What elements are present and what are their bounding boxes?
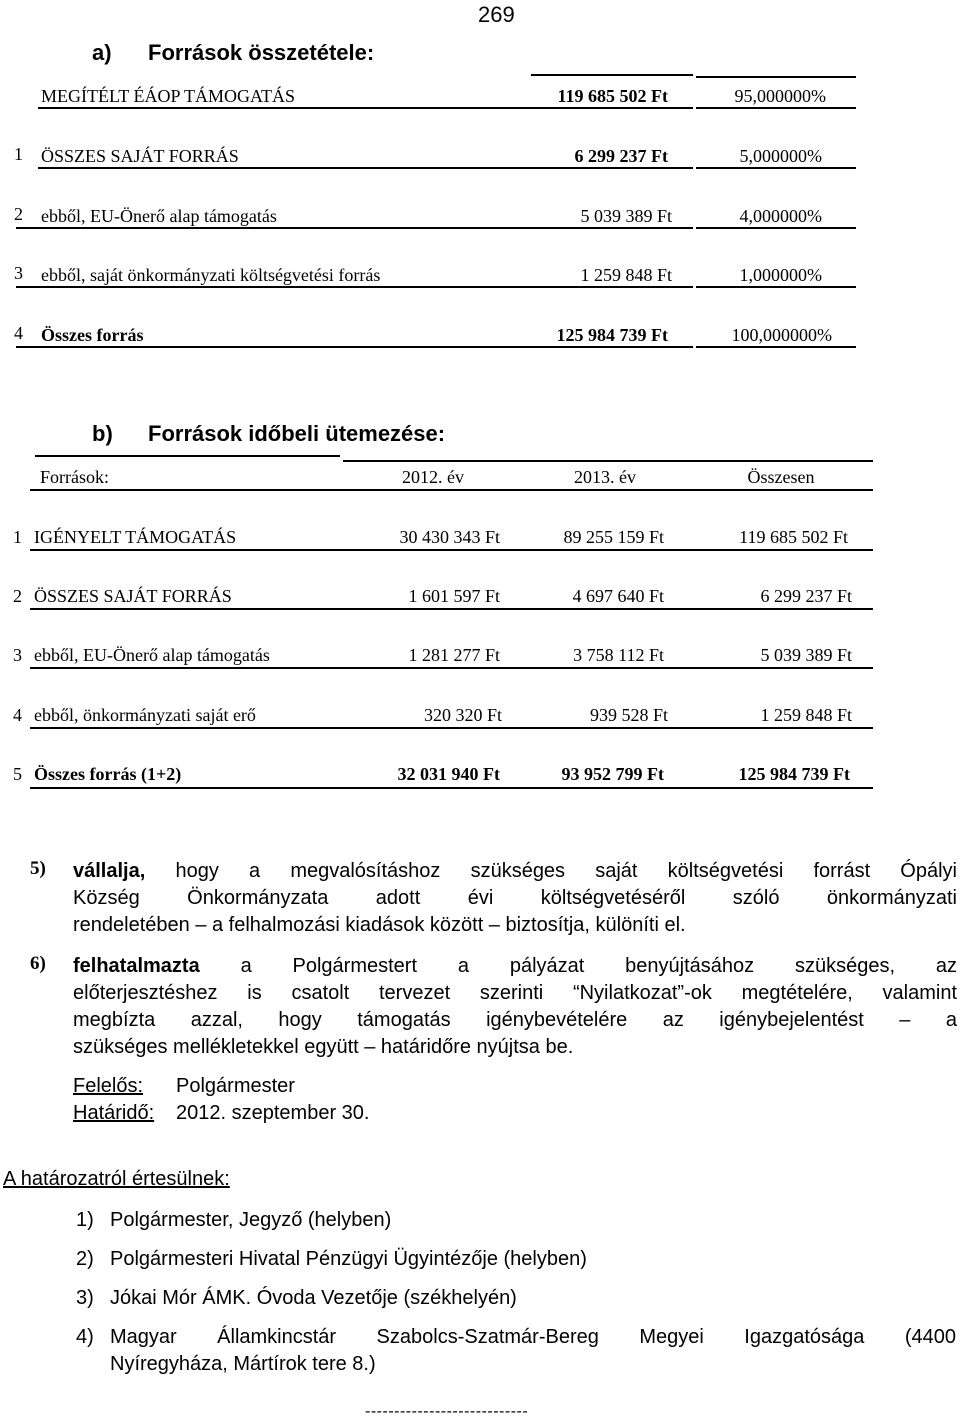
a-row-amount: 6 299 237 Ft [574, 146, 668, 166]
b-row-2013: 93 952 799 Ft [561, 764, 664, 784]
a-row-number: 1 [14, 144, 23, 164]
b-row-total: 6 299 237 Ft [760, 586, 852, 606]
notify-item-text: Polgármesteri Hivatal Pénzügyi Ügyintézője (helyben) [110, 1248, 587, 1270]
b-row-2012: 1 601 597 Ft [408, 586, 500, 606]
a-row-amount: 125 984 739 Ft [556, 325, 668, 345]
b-row-total: 1 259 848 Ft [760, 705, 852, 725]
notify-item-number: 2) [76, 1248, 94, 1270]
b-header-name: Források: [40, 467, 109, 487]
item6-number: 6) [30, 953, 46, 974]
deadline-value: 2012. szeptember 30. [176, 1102, 370, 1124]
a-row-pct: 4,000000% [739, 206, 822, 226]
a-row-pct: 95,000000% [734, 86, 826, 106]
page-number: 269 [478, 2, 515, 27]
b-row-name: IGÉNYELT TÁMOGATÁS [34, 527, 237, 547]
b-row-2013: 89 255 159 Ft [563, 527, 664, 547]
footer-dashes: ---------------------------- [365, 1403, 529, 1420]
a-row-number: 4 [14, 323, 23, 343]
notify-item-text-line1: Magyar Államkincstár Szabolcs-Szatmár-Bereg Megyei Igazgatósága (4400 [110, 1326, 956, 1348]
item6-line2: előterjesztéshez is csatolt tervezet szerinti “Nyilatkozat”-ok megtételére, valamint [73, 982, 957, 1004]
notify-item-text: Polgármester, Jegyző (helyben) [110, 1209, 392, 1231]
a-row-name: ebből, EU-Önerő alap támogatás [41, 206, 277, 226]
notify-item-text-line2: Nyíregyháza, Mártírok tere 8.) [110, 1353, 376, 1375]
b-row-2012: 30 430 343 Ft [399, 527, 500, 547]
a-row-amount: 119 685 502 Ft [557, 86, 668, 106]
item6-line1: felhatalmazta a Polgármestert a pályázat benyújtásához szükséges, az [73, 955, 957, 977]
b-row-name: ebből, önkormányzati saját erő [34, 705, 256, 725]
b-row-total: 125 984 739 Ft [738, 764, 850, 784]
responsible-value: Polgármester [176, 1075, 295, 1097]
notify-item-number: 4) [76, 1326, 94, 1348]
item6-line3: megbízta azzal, hogy támogatás igénybevételére az igénybejelentést – a [73, 1009, 957, 1031]
item5-number: 5) [30, 858, 46, 879]
b-row-number: 2 [13, 586, 22, 606]
item5-line3: rendeletében – a felhalmozási kiadások között – biztosítja, különíti el. [73, 914, 686, 936]
b-header-total: Összesen [747, 467, 815, 487]
item6-bold-word: felhatalmazta [73, 955, 200, 977]
deadline-label: Határidő: [73, 1102, 155, 1124]
b-row-total: 5 039 389 Ft [760, 645, 852, 665]
a-row-number: 2 [14, 204, 23, 224]
item5-line1: vállalja, hogy a megvalósításhoz szükséges saját költségvetési forrást Ópályi [73, 860, 957, 882]
section-b-label: b) [92, 421, 113, 446]
b-row-2012: 1 281 277 Ft [408, 645, 500, 665]
a-row-name: MEGÍTÉLT ÉÁOP TÁMOGATÁS [41, 86, 296, 106]
a-row-pct: 1,000000% [739, 265, 822, 285]
a-row-name: ebből, saját önkormányzati költségvetési forrás [41, 265, 381, 285]
b-row-2012: 32 031 940 Ft [397, 764, 500, 784]
b-row-2013: 939 528 Ft [589, 705, 668, 725]
notify-item-number: 3) [76, 1287, 94, 1309]
b-row-2013: 4 697 640 Ft [572, 586, 664, 606]
responsible-label: Felelős: [73, 1075, 144, 1097]
a-row-amount: 1 259 848 Ft [580, 265, 672, 285]
a-row-amount: 5 039 389 Ft [580, 206, 672, 226]
b-row-number: 5 [13, 764, 22, 784]
b-row-name: ÖSSZES SAJÁT FORRÁS [34, 586, 232, 606]
b-row-number: 3 [13, 645, 22, 665]
a-row-name: Összes forrás [41, 325, 144, 345]
b-row-number: 1 [13, 527, 22, 547]
b-header-2012: 2012. év [402, 467, 464, 487]
section-b-title: Források időbeli ütemezése: [148, 421, 446, 446]
b-header-2013: 2013. év [574, 467, 636, 487]
b-row-name: ebből, EU-Önerő alap támogatás [34, 645, 270, 665]
item5-bold-word: vállalja, [73, 860, 146, 882]
b-row-2012: 320 320 Ft [423, 705, 502, 725]
a-row-pct: 5,000000% [739, 146, 822, 166]
b-row-2013: 3 758 112 Ft [573, 645, 664, 665]
a-row-number: 3 [14, 263, 23, 283]
notify-heading: A határozatról értesülnek: [3, 1168, 230, 1190]
a-row-name: ÖSSZES SAJÁT FORRÁS [41, 146, 239, 166]
item6-line4: szükséges mellékletekkel együtt – határidőre nyújtsa be. [73, 1036, 574, 1058]
section-a-title: Források összetétele: [148, 40, 375, 65]
b-row-name: Összes forrás (1+2) [34, 764, 182, 784]
notify-item-text: Jókai Mór ÁMK. Óvoda Vezetője (székhelyén) [110, 1287, 517, 1309]
b-row-number: 4 [13, 705, 22, 725]
a-row-pct: 100,000000% [731, 325, 832, 345]
notify-item-number: 1) [76, 1209, 94, 1231]
item5-line2: Község Önkormányzata adott évi költségvetéséről szóló önkormányzati [73, 887, 957, 909]
section-a-label: a) [92, 40, 112, 65]
b-row-total: 119 685 502 Ft [739, 527, 848, 547]
